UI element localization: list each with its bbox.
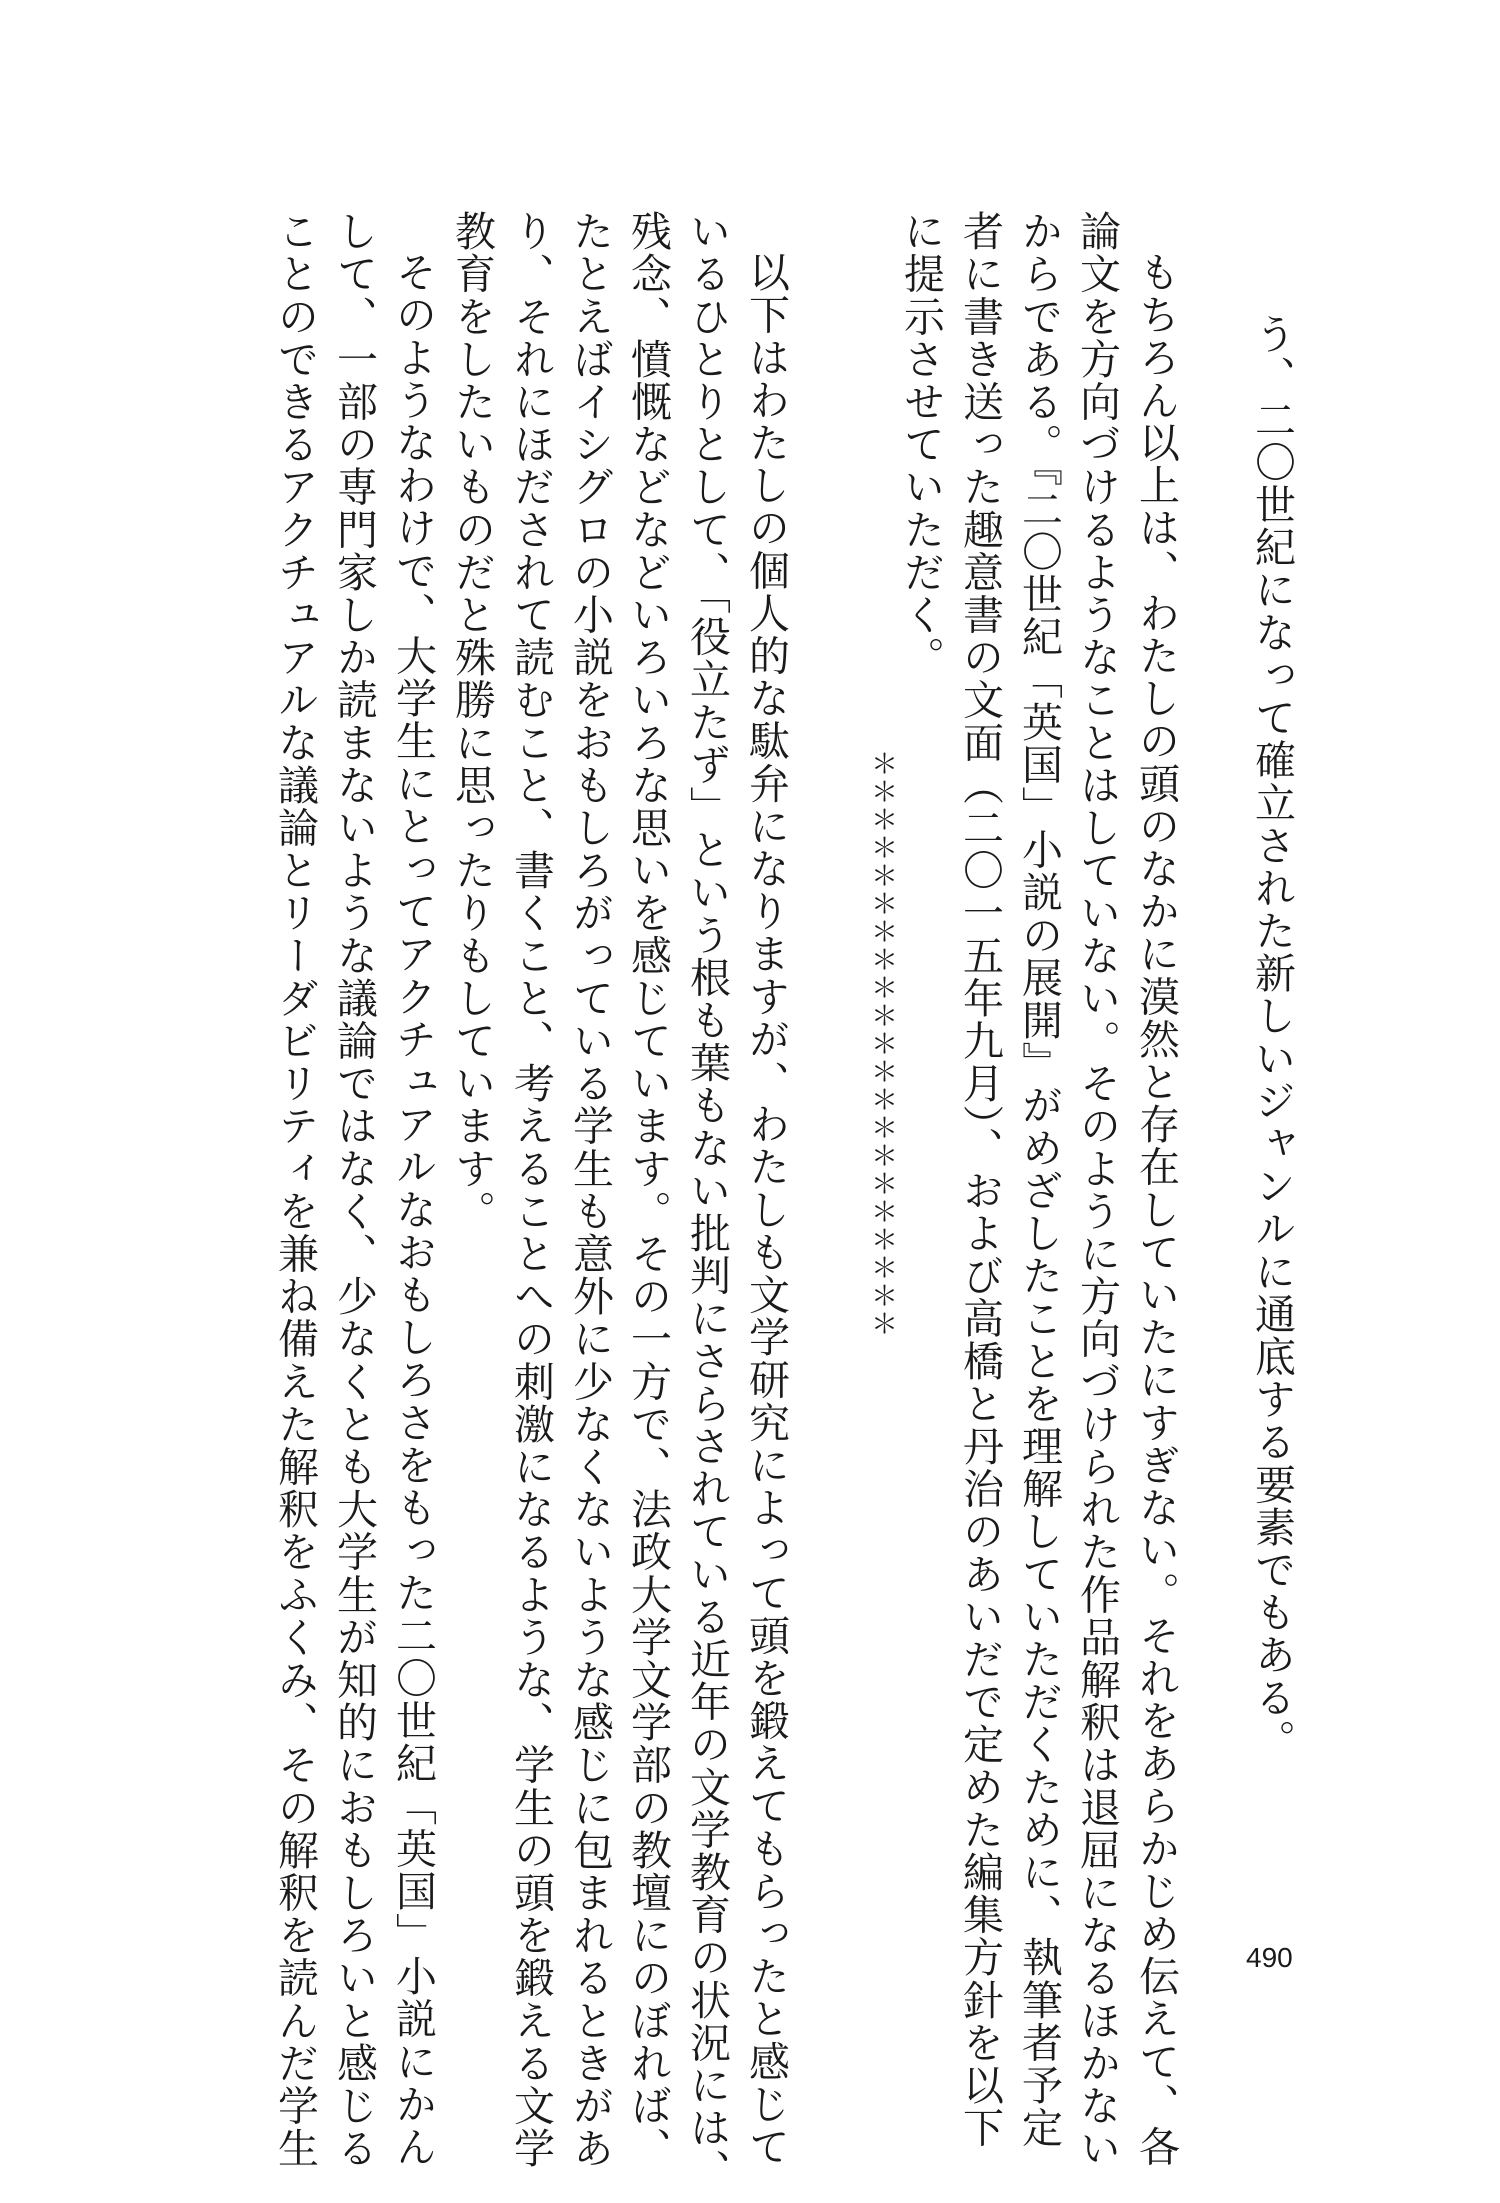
text-column: いるひとりとして、「役立たず」という根も葉もない批判にさらされている近年の文学教育の状況には、 xyxy=(683,210,731,2192)
text-column: 教育をしたいものだと殊勝に思ったりもしています。 xyxy=(448,210,496,1233)
text-column: ことのできるアクチュアルな議論とリーダビリティを兼ね備えた解釈をふくみ、その解釈を読んだ学生 xyxy=(271,210,319,2170)
text-column: 残念、憤慨などなどいろいろな思いを感じています。その一方で、法政大学文学部の教壇にのぼれば、 xyxy=(624,210,672,2170)
section-divider: ＊＊＊＊＊＊＊＊＊＊＊＊＊＊＊＊＊＊＊＊＊ xyxy=(866,750,897,1338)
text-column: もちろん以上は、わたしの頭のなかに漠然と存在していたにすぎない。それをあらかじめ伝えて、各 xyxy=(1132,251,1180,2168)
text-column: う、二〇世紀になって確立された新しいジャンルに通底する要素でもある。 xyxy=(1248,313,1296,1762)
text-column: 者に書き送った趣意書の文面（二〇一五年九月）、および高橋と丹治のあいだで定めた編集方針を以下 xyxy=(956,210,1004,2150)
text-column: そのようなわけで、大学生にとってアクチュアルなおもしろさをもった二〇世紀「英国」小説にかん xyxy=(389,251,437,2168)
text-column: からである。『二〇世紀「英国」小説の展開』がめざしたことを理解していただくために、執筆者予定 xyxy=(1015,210,1063,2150)
text-column: たとえばイシグロの小説をおもしろがっている学生も意外に少なくないような感じに包まれるときがあ xyxy=(566,210,614,2170)
text-column: 以下はわたしの個人的な駄弁になりますが、わたしも文学研究によって頭を鍛えてもらったと感じて xyxy=(742,251,790,2168)
text-column: 論文を方向づけるようなことはしていない。そのように方向づけられた作品解釈は退屈になるほかない xyxy=(1073,210,1121,2170)
text-column: に提示させていただく。 xyxy=(897,210,945,679)
text-column: り、それにほだされて読むこと、書くこと、考えることへの刺激になるような、学生の頭を鍛える文学 xyxy=(507,210,555,2170)
page-number: 490 xyxy=(1246,1942,1293,1973)
text-column: して、一部の専門家しか読まないような議論ではなく、少なくとも大学生が知的におもしろいと感じる xyxy=(330,210,378,2170)
